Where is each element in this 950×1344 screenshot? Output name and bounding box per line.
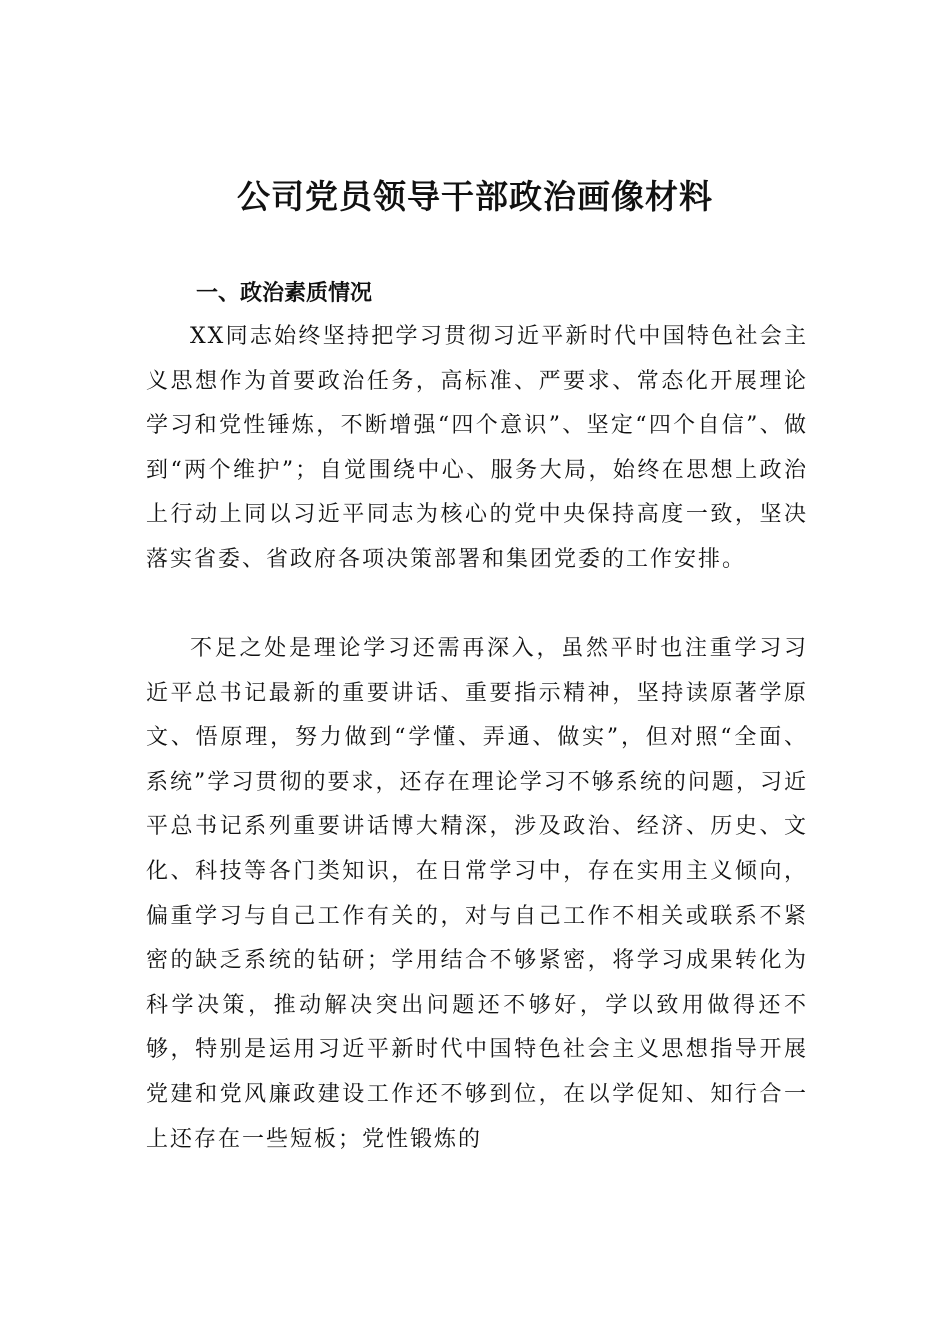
body-paragraph: XX同志始终坚持把学习贯彻习近平新时代中国特色社会主义思想作为首要政治任务，高标准、严要求、常态化开展理论学习和党性锤炼，不断增强“四个意识”、坚定“四个自信”、做到“两个维护”；自觉围绕中心、服务大局，始终在思想上政治上行动上同以习近平同志为核心的党中央保持高度一致，坚决落实省委、省政府各项决策部署和集团党委的工作安排。	[146, 324, 808, 572]
document-title: 公司党员领导干部政治画像材料	[237, 177, 713, 216]
section-heading: 一、政治素质情况	[196, 281, 373, 306]
body-paragraph: 不足之处是理论学习还需再深入，虽然平时也注重学习习近平总书记最新的重要讲话、重要指示精神，坚持读原著学原文、悟原理，努力做到“学懂、弄通、做实”，但对照“全面、系统”学习贯彻的要求，还存在理论学习不够系统的问题，习近平总书记系列重要讲话博大精深，涉及政治、经济、历史、文化、科技等各门类知识，在日常学习中，存在实用主义倾向，偏重学习与自己工作有关的，对与自己工作不相关或联系不紧密的缺乏系统的钻研；学用结合不够紧密，将学习成果转化为科学决策，推动解决突出问题还不够好，学以致用做得还不够，特别是运用习近平新时代中国特色社会主义思想指导开展党建和党风廉政建设工作还不够到位，在以学促知、知行合一上还存在一些短板；党性锻炼的	[146, 636, 808, 1152]
